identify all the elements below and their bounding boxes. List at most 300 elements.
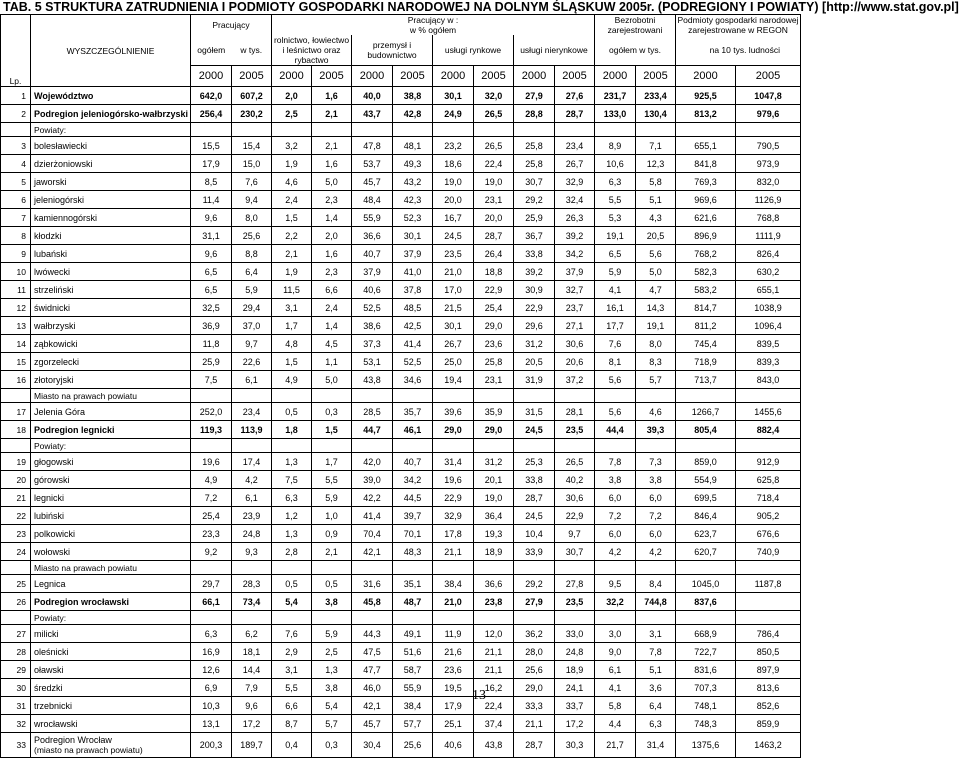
row-value: 26,5	[555, 453, 595, 471]
row-lp: 33	[1, 733, 31, 758]
row-name	[31, 105, 191, 123]
table-row	[1, 155, 801, 173]
row-value: 12,6	[191, 661, 232, 679]
row-value: 37,0	[232, 317, 272, 335]
row-value: 896,9	[676, 227, 736, 245]
row-value: 38,6	[352, 317, 393, 335]
row-value: 745,4	[676, 335, 736, 353]
row-name	[31, 155, 191, 173]
row-value	[474, 611, 514, 625]
row-value: 5,9	[312, 625, 352, 643]
row-value: 38,4	[393, 697, 433, 715]
row-lp: 25	[1, 575, 31, 593]
row-value: 1038,9	[736, 299, 801, 317]
row-value	[393, 123, 433, 137]
row-value: 189,7	[232, 733, 272, 758]
row-value: 28,7	[474, 227, 514, 245]
row-value: 5,0	[636, 263, 676, 281]
row-value: 23,1	[474, 191, 514, 209]
row-value: 57,7	[393, 715, 433, 733]
row-value	[191, 561, 232, 575]
row-name	[31, 317, 191, 335]
row-name-text: jaworski	[34, 176, 67, 187]
header-pracujacy: Pracujący	[191, 15, 272, 36]
row-value	[514, 389, 555, 403]
row-value: 25,9	[191, 353, 232, 371]
table-row	[1, 661, 801, 679]
row-value: 1266,7	[676, 403, 736, 421]
row-lp: 12	[1, 299, 31, 317]
row-value: 47,7	[352, 661, 393, 679]
row-value: 40,7	[393, 453, 433, 471]
row-value: 33,0	[555, 625, 595, 643]
row-value: 2,1	[312, 543, 352, 561]
row-value: 25,6	[393, 733, 433, 758]
header-w-tys: w tys.	[232, 35, 272, 66]
row-value	[352, 611, 393, 625]
header-lp: Lp.	[1, 15, 31, 87]
row-value: 33,7	[555, 697, 595, 715]
row-value: 6,0	[595, 525, 636, 543]
row-value	[232, 561, 272, 575]
row-value: 37,8	[393, 281, 433, 299]
row-value: 25,8	[514, 137, 555, 155]
row-value: 10,6	[595, 155, 636, 173]
row-lp: 28	[1, 643, 31, 661]
row-name	[31, 245, 191, 263]
row-value: 21,6	[433, 643, 474, 661]
row-value: 852,6	[736, 697, 801, 715]
table-row	[1, 611, 801, 625]
row-value: 42,3	[393, 191, 433, 209]
row-value: 1,3	[272, 453, 312, 471]
table-row	[1, 263, 801, 281]
row-value: 23,2	[433, 137, 474, 155]
row-value: 1,4	[312, 317, 352, 335]
row-value: 1111,9	[736, 227, 801, 245]
table-row	[1, 137, 801, 155]
row-value: 607,2	[232, 87, 272, 105]
row-lp: 30	[1, 679, 31, 697]
row-value: 9,6	[191, 209, 232, 227]
row-value	[514, 123, 555, 137]
row-value: 2,8	[272, 543, 312, 561]
row-value: 2,1	[312, 137, 352, 155]
row-value: 5,0	[312, 173, 352, 191]
row-name	[31, 439, 191, 453]
row-value: 620,7	[676, 543, 736, 561]
row-value: 642,0	[191, 87, 232, 105]
row-value: 5,4	[312, 697, 352, 715]
row-name	[31, 643, 191, 661]
row-lp: 21	[1, 489, 31, 507]
row-value: 37,9	[555, 263, 595, 281]
table-row	[1, 507, 801, 525]
row-value: 23,7	[555, 299, 595, 317]
row-name	[31, 389, 191, 403]
header-bezr-ogolem: ogółem w tys.	[595, 35, 676, 66]
row-value: 40,0	[352, 87, 393, 105]
row-value: 48,7	[393, 593, 433, 611]
row-value: 20,5	[514, 353, 555, 371]
row-value: 837,6	[676, 593, 736, 611]
row-value: 17,9	[191, 155, 232, 173]
row-name	[31, 209, 191, 227]
row-value	[474, 561, 514, 575]
row-value: 26,7	[433, 335, 474, 353]
row-value	[191, 611, 232, 625]
row-value: 859,0	[676, 453, 736, 471]
row-value: 623,7	[676, 525, 736, 543]
row-value: 19,0	[474, 173, 514, 191]
row-value: 43,8	[352, 371, 393, 389]
row-value: 1,5	[272, 353, 312, 371]
row-value	[636, 561, 676, 575]
row-value	[232, 611, 272, 625]
row-value: 23,9	[232, 507, 272, 525]
row-value: 722,7	[676, 643, 736, 661]
row-value	[232, 439, 272, 453]
row-value: 8,0	[636, 335, 676, 353]
row-name	[31, 525, 191, 543]
row-value: 5,8	[595, 697, 636, 715]
row-value	[595, 123, 636, 137]
row-value: 7,8	[595, 453, 636, 471]
row-value: 5,6	[595, 371, 636, 389]
row-value: 5,6	[636, 245, 676, 263]
row-value: 29,2	[514, 191, 555, 209]
row-value: 36,7	[514, 227, 555, 245]
row-value	[736, 593, 801, 611]
table-row	[1, 227, 801, 245]
row-value: 5,6	[595, 403, 636, 421]
row-value: 119,3	[191, 421, 232, 439]
row-value: 19,1	[595, 227, 636, 245]
row-value: 33,8	[514, 245, 555, 263]
row-value: 20,0	[433, 191, 474, 209]
header-year: 2005	[474, 66, 514, 87]
row-value: 42,2	[352, 489, 393, 507]
row-name-text: Podregion wrocławski	[34, 596, 130, 607]
row-value: 6,4	[636, 697, 676, 715]
header-year: 2005	[555, 66, 595, 87]
row-value: 839,3	[736, 353, 801, 371]
row-value: 5,5	[595, 191, 636, 209]
row-value: 2,1	[312, 105, 352, 123]
row-value: 48,5	[393, 299, 433, 317]
row-name	[31, 471, 191, 489]
row-value: 48,4	[352, 191, 393, 209]
row-value: 22,4	[474, 155, 514, 173]
row-value: 34,2	[555, 245, 595, 263]
row-value: 30,1	[393, 227, 433, 245]
header-year: 2005	[312, 66, 352, 87]
row-value	[595, 389, 636, 403]
row-value: 6,5	[595, 245, 636, 263]
row-value: 11,9	[433, 625, 474, 643]
row-value: 7,2	[595, 507, 636, 525]
row-value: 38,8	[393, 87, 433, 105]
row-value: 23,8	[474, 593, 514, 611]
row-value	[433, 611, 474, 625]
row-value: 24,9	[433, 105, 474, 123]
row-value: 19,0	[433, 173, 474, 191]
row-value: 31,4	[636, 733, 676, 758]
row-value: 49,1	[393, 625, 433, 643]
row-value: 973,9	[736, 155, 801, 173]
row-value: 5,8	[636, 173, 676, 191]
row-value: 768,2	[676, 245, 736, 263]
row-lp	[1, 561, 31, 575]
row-value: 790,5	[736, 137, 801, 155]
row-value: 14,3	[636, 299, 676, 317]
row-lp: 6	[1, 191, 31, 209]
row-value: 24,8	[232, 525, 272, 543]
row-lp: 5	[1, 173, 31, 191]
row-name	[31, 227, 191, 245]
row-value: 25,3	[514, 453, 555, 471]
row-value: 786,4	[736, 625, 801, 643]
header-year: 2000	[272, 66, 312, 87]
row-value: 3,8	[312, 593, 352, 611]
row-value: 29,0	[433, 421, 474, 439]
row-value: 29,0	[514, 679, 555, 697]
row-value	[393, 561, 433, 575]
row-value: 39,7	[393, 507, 433, 525]
row-value: 113,9	[232, 421, 272, 439]
row-value: 30,6	[555, 335, 595, 353]
row-value: 1,2	[272, 507, 312, 525]
row-value: 9,7	[232, 335, 272, 353]
row-value	[433, 439, 474, 453]
table-row	[1, 389, 801, 403]
row-name	[31, 191, 191, 209]
row-value: 4,6	[272, 173, 312, 191]
row-value: 554,9	[676, 471, 736, 489]
row-name	[31, 87, 191, 105]
row-value: 25,8	[514, 155, 555, 173]
header-name: WYSZCZEGÓLNIENIE	[31, 15, 191, 87]
row-value: 5,1	[636, 191, 676, 209]
row-name	[31, 489, 191, 507]
row-name-text: zgorzelecki	[34, 356, 80, 367]
row-value: 30,1	[433, 317, 474, 335]
row-value: 22,9	[514, 299, 555, 317]
row-value: 11,4	[191, 191, 232, 209]
row-value: 21,0	[433, 593, 474, 611]
row-value: 7,8	[636, 643, 676, 661]
row-value: 36,6	[474, 575, 514, 593]
row-value: 41,0	[393, 263, 433, 281]
row-value: 40,6	[433, 733, 474, 758]
table-row	[1, 421, 801, 439]
row-value: 9,2	[191, 543, 232, 561]
row-lp: 26	[1, 593, 31, 611]
table-row	[1, 715, 801, 733]
row-value: 23,5	[433, 245, 474, 263]
row-value: 18,6	[433, 155, 474, 173]
row-value: 32,9	[555, 173, 595, 191]
row-value	[514, 439, 555, 453]
table-row	[1, 299, 801, 317]
row-value	[191, 123, 232, 137]
row-name	[31, 715, 191, 733]
row-lp: 27	[1, 625, 31, 643]
row-value: 25,6	[232, 227, 272, 245]
row-value: 7,6	[232, 173, 272, 191]
row-name	[31, 453, 191, 471]
row-value: 6,0	[636, 489, 676, 507]
table-row	[1, 335, 801, 353]
row-value: 814,7	[676, 299, 736, 317]
row-value: 7,5	[272, 471, 312, 489]
row-lp: 11	[1, 281, 31, 299]
row-value: 2,3	[312, 263, 352, 281]
row-value: 9,5	[595, 575, 636, 593]
row-value: 52,5	[393, 353, 433, 371]
row-value: 24,5	[433, 227, 474, 245]
row-lp	[1, 611, 31, 625]
row-value: 19,6	[433, 471, 474, 489]
row-value: 4,1	[595, 281, 636, 299]
row-name	[31, 561, 191, 575]
row-value: 769,3	[676, 173, 736, 191]
row-value: 1375,6	[676, 733, 736, 758]
row-value: 22,6	[232, 353, 272, 371]
header-pracujacy-w-label: Pracujący w :	[407, 15, 459, 25]
row-value: 33,3	[514, 697, 555, 715]
row-value: 748,1	[676, 697, 736, 715]
row-value: 15,0	[232, 155, 272, 173]
table-row	[1, 371, 801, 389]
row-value: 47,8	[352, 137, 393, 155]
row-value	[272, 611, 312, 625]
row-value: 0,4	[272, 733, 312, 758]
row-value: 25,1	[433, 715, 474, 733]
row-name-text: wołowski	[34, 546, 71, 557]
row-value: 39,6	[433, 403, 474, 421]
row-value: 46,1	[393, 421, 433, 439]
row-value	[595, 561, 636, 575]
row-value: 4,1	[595, 679, 636, 697]
row-value: 24,1	[555, 679, 595, 697]
row-value: 7,2	[191, 489, 232, 507]
row-value: 26,5	[474, 105, 514, 123]
row-name-text: legnicki	[34, 492, 65, 503]
row-value: 66,1	[191, 593, 232, 611]
row-value: 748,3	[676, 715, 736, 733]
row-value: 1,5	[312, 421, 352, 439]
row-value: 897,9	[736, 661, 801, 679]
row-value	[514, 561, 555, 575]
row-value: 9,4	[232, 191, 272, 209]
row-value	[676, 561, 736, 575]
row-value: 1,3	[312, 661, 352, 679]
row-value: 19,3	[474, 525, 514, 543]
row-value	[433, 123, 474, 137]
row-value: 27,9	[514, 87, 555, 105]
row-value: 21,0	[433, 263, 474, 281]
row-value: 5,5	[312, 471, 352, 489]
row-value: 17,4	[232, 453, 272, 471]
row-lp: 20	[1, 471, 31, 489]
row-name-text: Jelenia Góra	[34, 406, 86, 417]
row-name-text: świdnicki	[34, 302, 71, 313]
row-value	[555, 439, 595, 453]
row-value: 233,4	[636, 87, 676, 105]
row-value: 15,4	[232, 137, 272, 155]
row-value: 45,7	[352, 173, 393, 191]
row-lp: 1	[1, 87, 31, 105]
row-value: 6,5	[191, 263, 232, 281]
row-value: 32,9	[433, 507, 474, 525]
row-value: 1,6	[312, 155, 352, 173]
row-value: 1187,8	[736, 575, 801, 593]
row-value: 15,5	[191, 137, 232, 155]
row-value: 9,0	[595, 643, 636, 661]
row-value: 29,4	[232, 299, 272, 317]
row-value: 6,3	[595, 173, 636, 191]
row-value: 6,3	[272, 489, 312, 507]
row-value: 29,6	[514, 317, 555, 335]
row-value	[474, 123, 514, 137]
row-value: 1,9	[272, 155, 312, 173]
row-value: 55,9	[393, 679, 433, 697]
row-name	[31, 123, 191, 137]
table-row	[1, 87, 801, 105]
row-value: 1,8	[272, 421, 312, 439]
row-value: 36,9	[191, 317, 232, 335]
row-value: 18,1	[232, 643, 272, 661]
header-year: 2005	[736, 66, 801, 87]
header-year: 2000	[433, 66, 474, 87]
row-value: 23,3	[191, 525, 232, 543]
row-value: 39,0	[352, 471, 393, 489]
header-year: 2000	[676, 66, 736, 87]
row-name-text: dzierżoniowski	[34, 158, 93, 169]
row-value: 1,7	[272, 317, 312, 335]
row-value: 44,7	[352, 421, 393, 439]
table-row	[1, 593, 801, 611]
row-value: 8,1	[595, 353, 636, 371]
row-value: 28,5	[352, 403, 393, 421]
row-value: 8,5	[191, 173, 232, 191]
row-name	[31, 679, 191, 697]
row-value: 4,7	[636, 281, 676, 299]
row-value: 23,6	[474, 335, 514, 353]
row-value: 36,6	[352, 227, 393, 245]
row-value: 27,8	[555, 575, 595, 593]
row-lp: 31	[1, 697, 31, 715]
row-value: 32,5	[191, 299, 232, 317]
row-value: 20,0	[474, 209, 514, 227]
row-value: 831,6	[676, 661, 736, 679]
row-value: 699,5	[676, 489, 736, 507]
row-name	[31, 281, 191, 299]
row-lp: 16	[1, 371, 31, 389]
row-value: 17,2	[555, 715, 595, 733]
row-value: 39,2	[555, 227, 595, 245]
row-value: 925,5	[676, 87, 736, 105]
row-value: 14,4	[232, 661, 272, 679]
row-value: 676,6	[736, 525, 801, 543]
row-value: 29,0	[474, 421, 514, 439]
row-value: 25,0	[433, 353, 474, 371]
row-name-text: strzeliński	[34, 284, 74, 295]
row-lp: 13	[1, 317, 31, 335]
row-value: 2,9	[272, 643, 312, 661]
row-lp: 17	[1, 403, 31, 421]
